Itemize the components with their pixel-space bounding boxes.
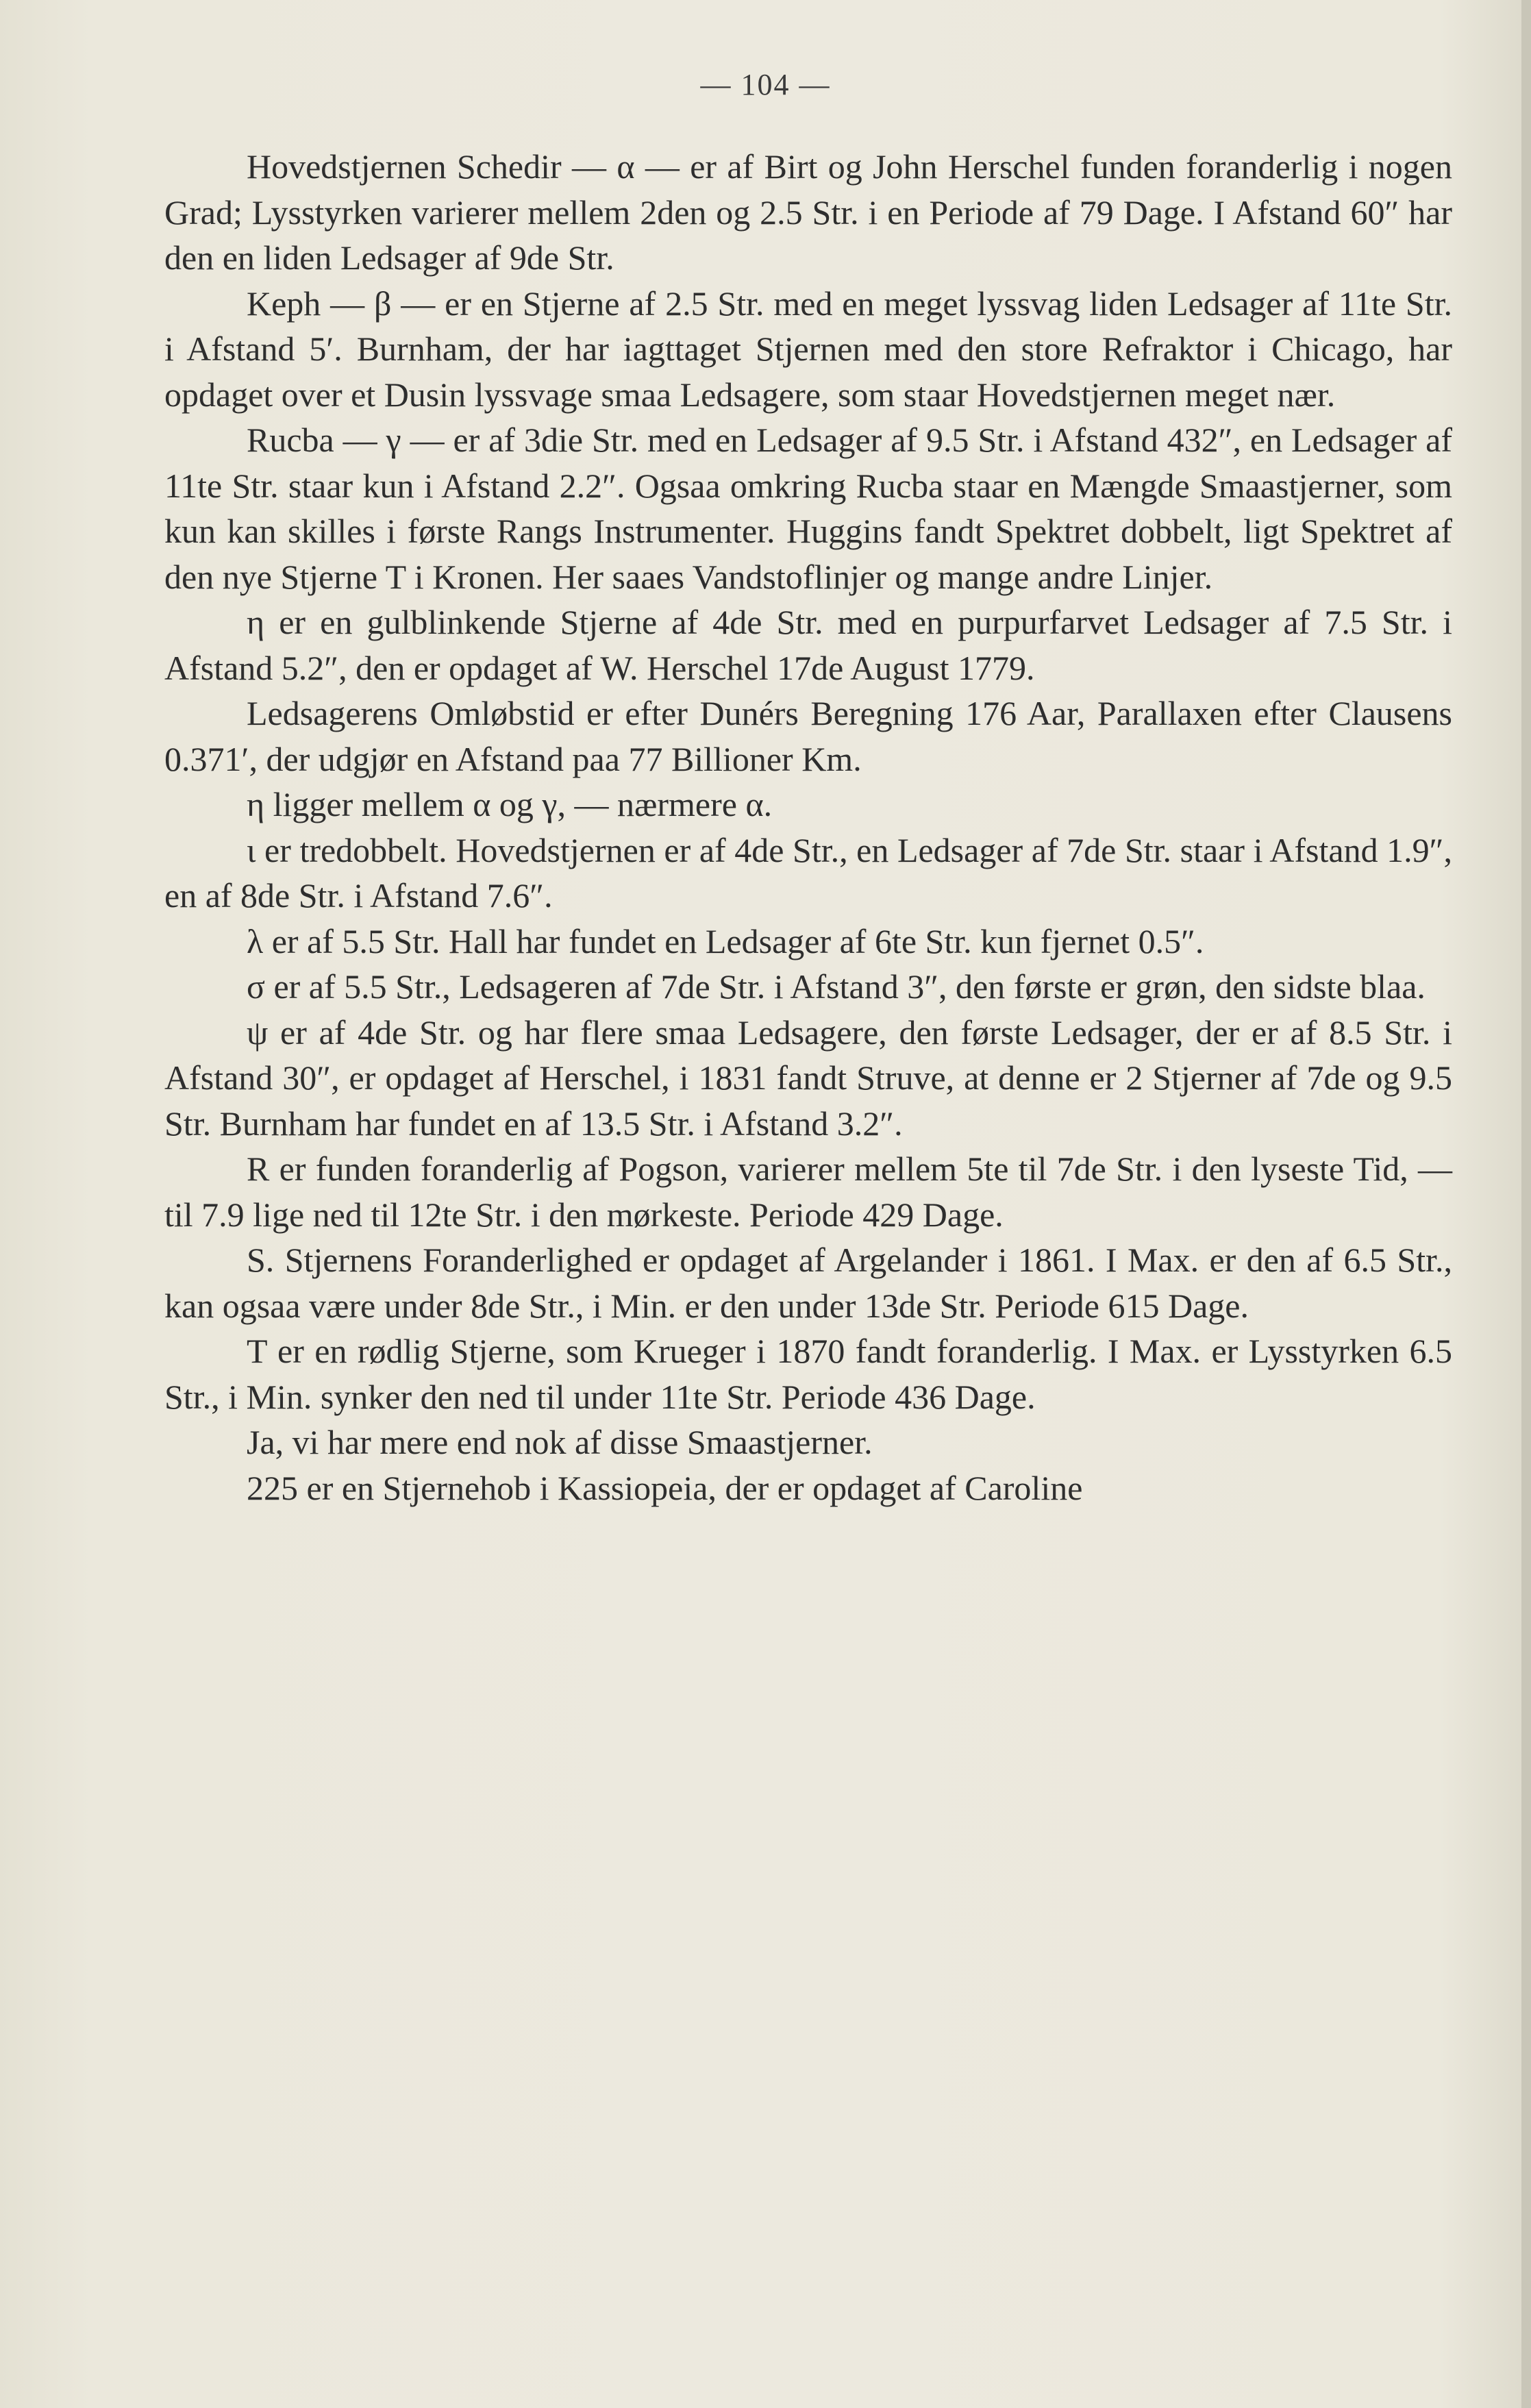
paragraph-smaastjerner: Ja, vi har mere end nok af disse Smaastjerner. bbox=[247, 1423, 873, 1461]
paragraph-r: R er funden foranderlig af Pogson, varierer mellem 5te til 7de Str. i den lyseste Tid, — til 7.9 lige ned til 12te Str. i den mørkeste. Periode 429 Dage. bbox=[164, 1150, 1452, 1234]
body-text bbox=[164, 144, 1452, 1511]
paragraph-t: T er en rødlig Stjerne, som Krueger i 1870 fandt foranderlig. I Max. er Lysstyrken 6.5 Str., i Min. synker den ned til under 11te Str. Periode 436 Dage. bbox=[164, 1332, 1452, 1416]
paragraph-eta-position: η ligger mellem α og γ, — nærmere α. bbox=[247, 785, 773, 823]
page-number: — 104 — bbox=[700, 68, 831, 101]
paragraph-omlobstid: Ledsagerens Omløbstid er efter Dunérs Beregning 176 Aar, Parallaxen efter Clausens 0.371′, der udgjør en Afstand paa 77 Billioner Km. bbox=[164, 694, 1452, 778]
paragraph-lambda: λ er af 5.5 Str. Hall har fundet en Ledsager af 6te Str. kun fjernet 0.5″. bbox=[247, 921, 1204, 960]
paragraph-schedir: Hovedstjernen Schedir — α — er af Birt og John Herschel funden foranderlig i nogen Grad; Lysstyrken varierer mellem 2den og 2.5 Str. i en Periode af 79 Dage. I Afstand 60″ har den en liden Ledsager af 9de Str. bbox=[164, 147, 1452, 277]
paragraph-sigma: σ er af 5.5 Str., Ledsageren af 7de Str. i Afstand 3″, den første er grøn, den sidste blaa. bbox=[247, 967, 1426, 1006]
paragraph-eta: η er en gulblinkende Stjerne af 4de Str. med en purpurfarvet Ledsager af 7.5 Str. i Afstand 5.2″, den er opdaget af W. Herschel 17de August 1779. bbox=[164, 603, 1452, 687]
paragraph-keph: Keph — β — er en Stjerne af 2.5 Str. med en meget lyssvag liden Ledsager af 11te Str. i Afstand 5′. Burnham, der har iagttaget Stjernen med den store Refraktor i Chicago, har opdaget over et Dusin lyssvage smaa Ledsagere, som staar Hovedstjernen meget nær. bbox=[164, 284, 1452, 414]
paragraph-psi: ψ er af 4de Str. og har flere smaa Ledsagere, den første Ledsager, der er af 8.5 Str. i Afstand 30″, er opdaget af Herschel, i 1831 fandt Struve, at denne er 2 Stjerner af 7de og 9.5 Str. Burnham har fundet en af 13.5 Str. i Afstand 3.2″. bbox=[164, 1013, 1452, 1143]
page-edge bbox=[1521, 0, 1531, 2408]
paragraph-rucba: Rucba — γ — er af 3die Str. med en Ledsager af 9.5 Str. i Afstand 432″, en Ledsager af 11te Str. staar kun i Afstand 2.2″. Ogsaa omkring Rucba staar en Mængde Smaastjerner, som kun kan skilles i første Rangs Instrumenter. Huggins fandt Spektret dobbelt, ligt Spektret af den nye Stjerne T i Kronen. Her saaes Vandstoflinjer og mange andre Linjer. bbox=[164, 421, 1452, 596]
paragraph-iota: ι er tredobbelt. Hovedstjernen er af 4de Str., en Ledsager af 7de Str. staar i Afstand 1.9″, en af 8de Str. i Afstand 7.6″. bbox=[164, 830, 1452, 915]
paragraph-s: S. Stjernens Foranderlighed er opdaget af Argelander i 1861. I Max. er den af 6.5 Str., kan ogsaa være under 8de Str., i Min. er den under 13de Str. Periode 615 Dage. bbox=[164, 1241, 1452, 1325]
paragraph-225: 225 er en Stjernehob i Kassiopeia, der er opdaget af Caroline bbox=[247, 1468, 1083, 1507]
